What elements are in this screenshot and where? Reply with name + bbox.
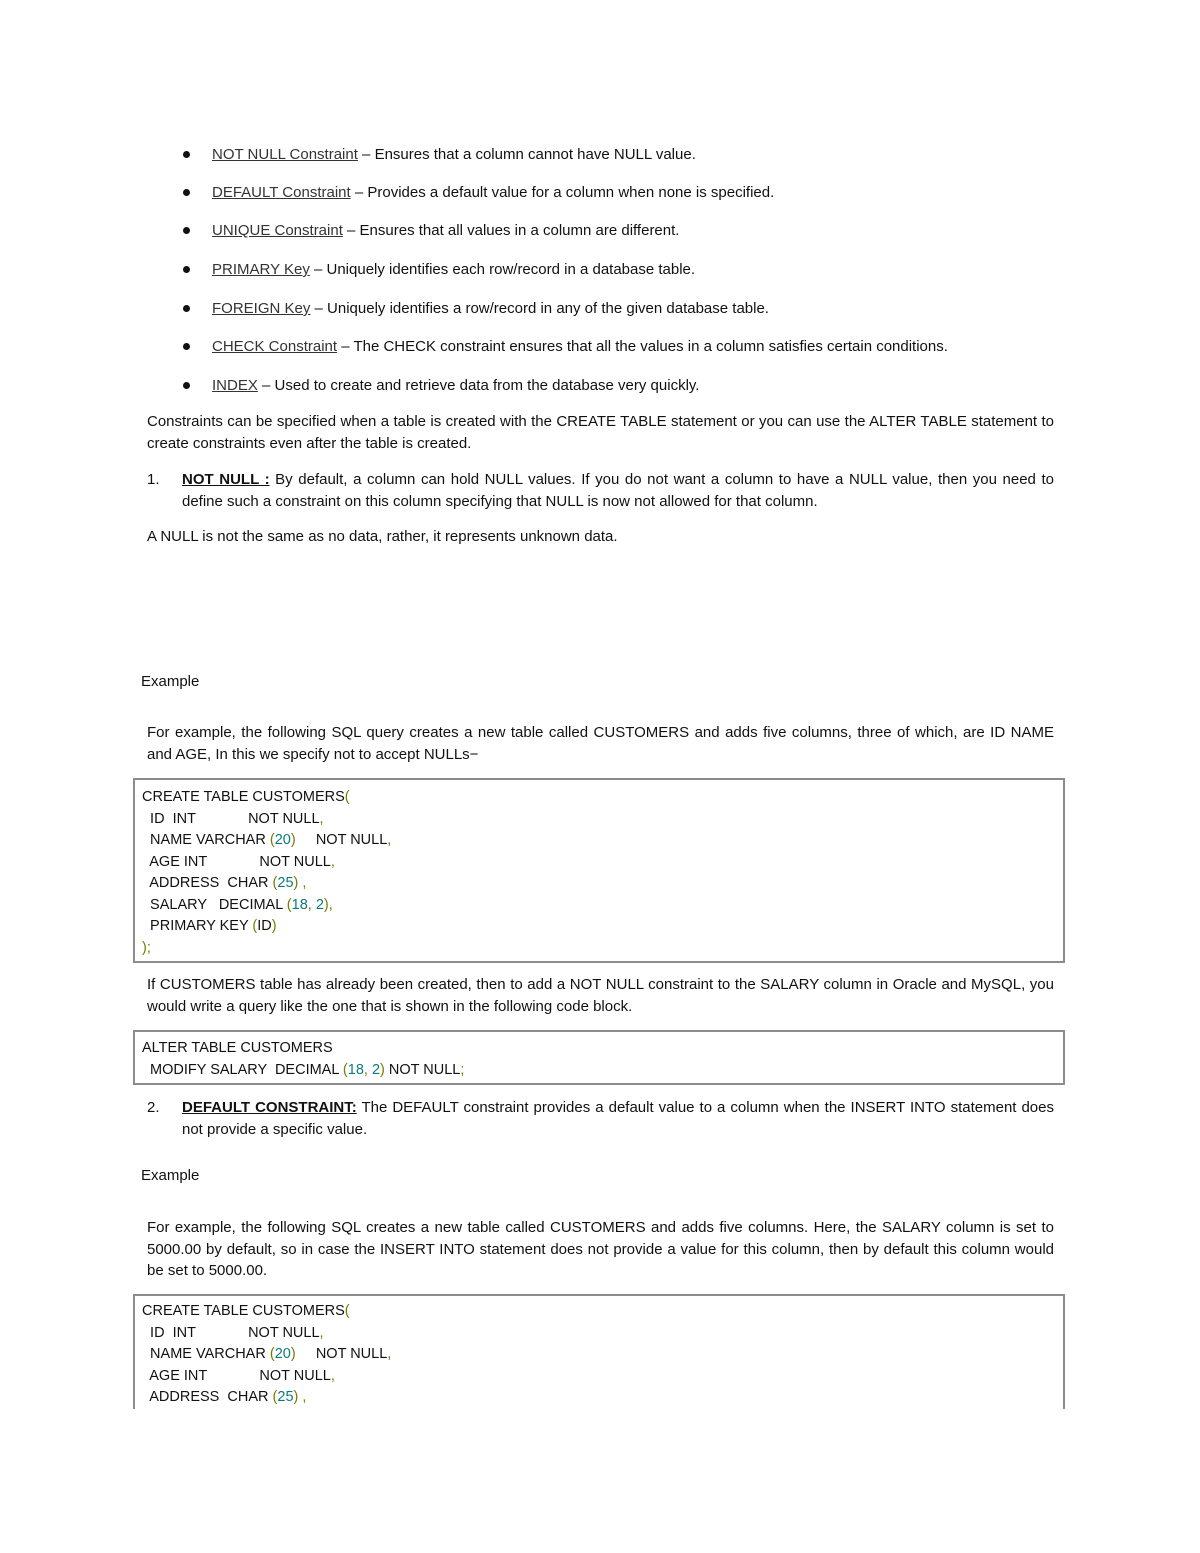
section-title: NOT NULL : (182, 471, 270, 488)
code-line: ADDRESS CHAR (25) , (142, 875, 307, 891)
bullet-icon (183, 227, 190, 234)
code-line: ID INT NOT NULL, (142, 1324, 324, 1341)
term-description: – The CHECK constraint ensures that all the values in a column satisfies certain conditions. (337, 338, 948, 355)
term-link[interactable]: PRIMARY Key (212, 261, 310, 278)
item-number: 1. (147, 471, 160, 488)
item-number: 2. (147, 1099, 160, 1116)
bullet-icon (183, 343, 190, 350)
term-description: – Uniquely identifies a row/record in any of the given database table. (310, 300, 769, 317)
section-text: The DEFAULT constraint provides a default value to a column when the INSERT INTO statement does not provide a specific value. (182, 1099, 1054, 1138)
example-label: Example (141, 1167, 200, 1184)
list-item (212, 337, 948, 357)
code-line: AGE INT NOT NULL, (142, 1367, 335, 1384)
list-item (212, 299, 769, 319)
code-line: ADDRESS CHAR (25) , (142, 1389, 307, 1405)
code-block-alter-table (133, 1030, 1065, 1085)
code-line: PRIMARY KEY (ID) (142, 918, 277, 934)
bullet-icon (183, 266, 190, 273)
list-item (212, 145, 696, 165)
null-note: A NULL is not the same as no data, rather, it represents unknown data. (147, 528, 618, 545)
intro-paragraph: Constraints can be specified when a table is created with the CREATE TABLE statement or you can use the ALTER TABLE statement to create constraints even after the table is created. (147, 413, 1054, 452)
code-line: ID INT NOT NULL, (142, 810, 324, 827)
code-line: CREATE TABLE CUSTOMERS( (142, 1303, 350, 1319)
example-label: Example (141, 673, 200, 690)
list-item (212, 260, 695, 280)
list-item (212, 183, 774, 203)
example-description: For example, the following SQL creates a new table called CUSTOMERS and adds five columns. Here, the SALARY column is set to 5000.00 by default, so in case the INSERT INTO statement does not provide a value for this column, then by default this column would be set to 5000.00. (147, 1219, 1054, 1279)
term-link[interactable]: NOT NULL Constraint (212, 146, 358, 163)
code-line: ); (142, 939, 151, 956)
default-constraint-section (182, 1097, 1054, 1140)
code-block-create-table-default (133, 1294, 1065, 1409)
term-description: – Provides a default value for a column when none is specified. (350, 184, 775, 201)
code-block-create-table (133, 778, 1065, 963)
example-description: For example, the following SQL query creates a new table called CUSTOMERS and adds five columns, three of which, are ID NAME and AGE, In this we specify not to accept NULLs− (147, 724, 1054, 763)
code-line: ALTER TABLE CUSTOMERS (142, 1040, 333, 1056)
bullet-icon (183, 189, 190, 196)
code-line: MODIFY SALARY DECIMAL (18, 2) NOT NULL; (142, 1061, 465, 1078)
list-item (212, 376, 699, 396)
term-description: – Ensures that a column cannot have NULL value. (357, 146, 696, 163)
not-null-section (182, 469, 1054, 512)
section-text: By default, a column can hold NULL values. If you do not want a column to have a NULL value, then you need to define such a constraint on this column specifying that NULL is now not allowed for that column. (182, 471, 1055, 510)
code-line: CREATE TABLE CUSTOMERS( (142, 789, 350, 805)
term-description: – Ensures that all values in a column are different. (342, 222, 680, 239)
term-link[interactable]: INDEX (212, 377, 258, 394)
code-line: NAME VARCHAR (20) NOT NULL, (142, 1346, 392, 1362)
code-line: SALARY DECIMAL (18, 2), (142, 896, 333, 913)
term-link[interactable]: FOREIGN Key (212, 300, 311, 317)
bullet-icon (183, 382, 190, 389)
term-description: – Uniquely identifies each row/record in a database table. (309, 261, 696, 278)
term-link[interactable]: UNIQUE Constraint (212, 222, 343, 239)
list-item (212, 221, 679, 241)
term-description: – Used to create and retrieve data from the database very quickly. (257, 377, 700, 394)
code-line: AGE INT NOT NULL, (142, 853, 335, 870)
term-link[interactable]: DEFAULT Constraint (212, 184, 351, 201)
section-title: DEFAULT CONSTRAINT: (182, 1099, 357, 1116)
bullet-icon (183, 305, 190, 312)
code-line: NAME VARCHAR (20) NOT NULL, (142, 832, 392, 848)
bullet-icon (183, 151, 190, 158)
term-link[interactable]: CHECK Constraint (212, 338, 338, 355)
alter-paragraph: If CUSTOMERS table has already been created, then to add a NOT NULL constraint to the SALARY column in Oracle and MySQL, you would write a query like the one that is shown in the following code block. (147, 976, 1054, 1015)
